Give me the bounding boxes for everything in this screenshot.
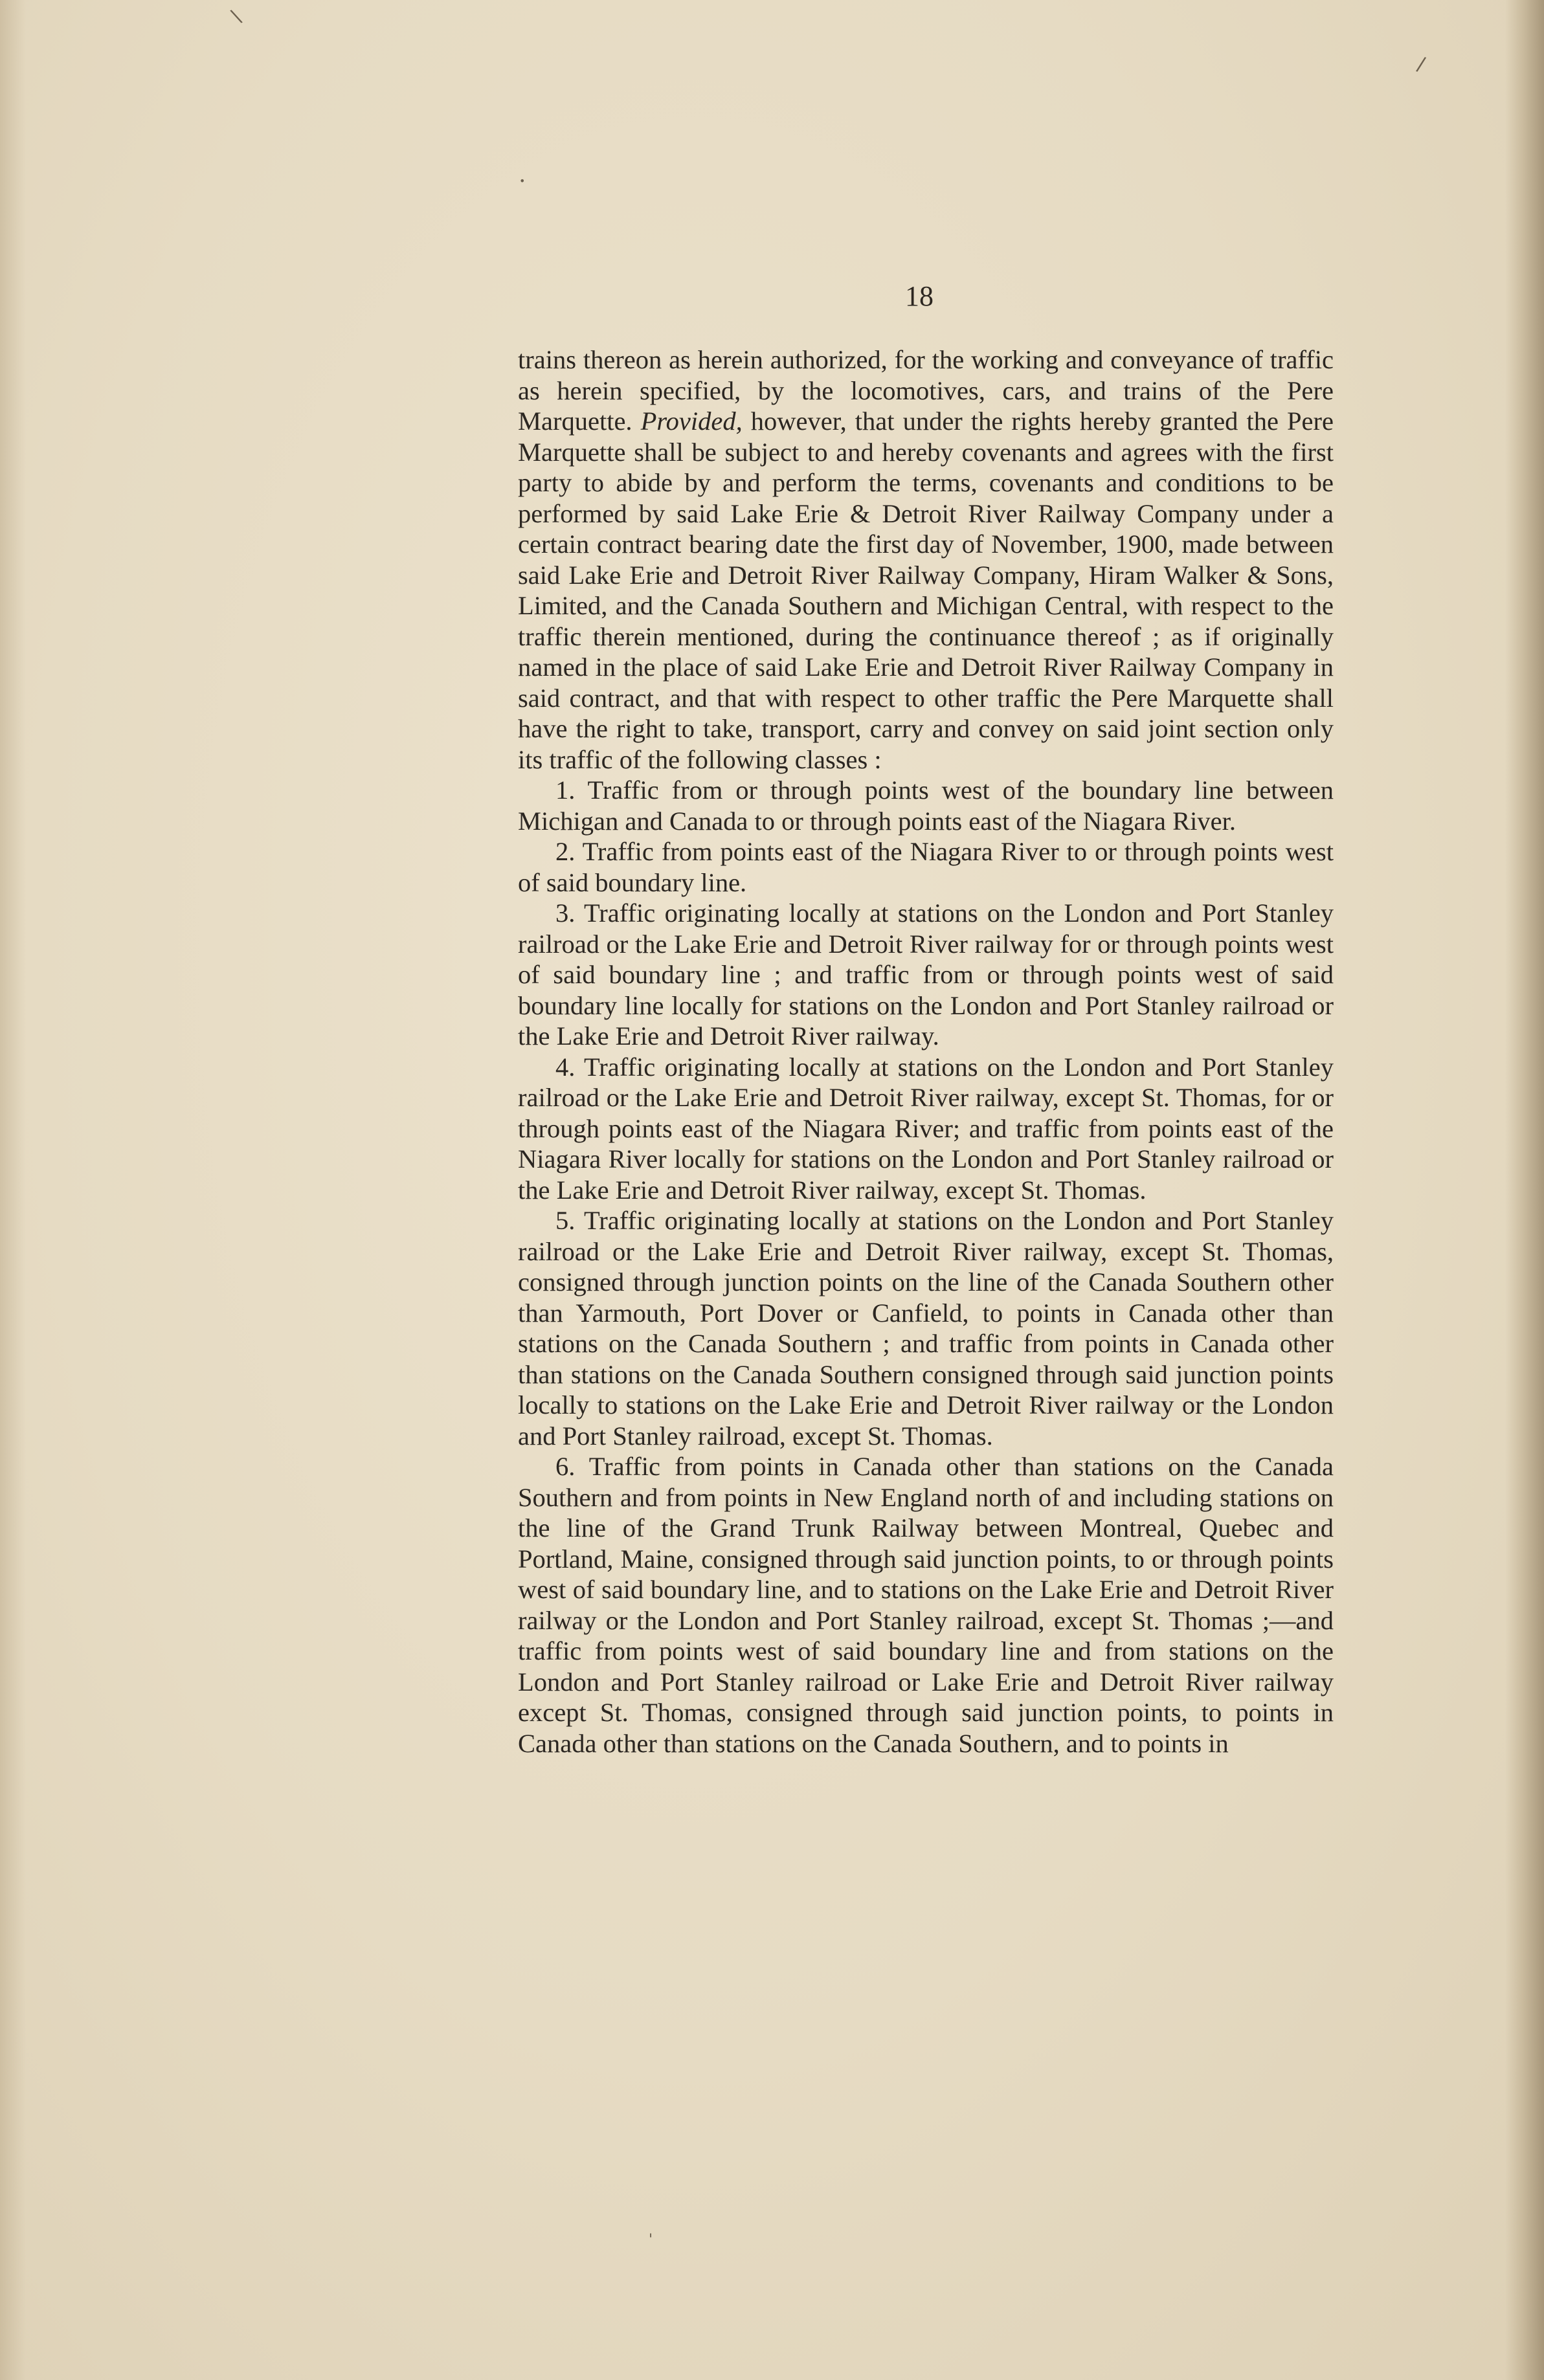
paragraph-p-item-5 xyxy=(518,1205,1334,1451)
paragraph-p-item-6 xyxy=(518,1451,1334,1759)
paragraph-p-intro xyxy=(518,344,1334,775)
paragraph-p-item-3 xyxy=(518,898,1334,1052)
text-segment: 5. Traffic originating locally at stations on the London and Port Stanley railroad or the Lake Erie and Detroit River railway, except St. Thomas, consigned through junction points on the line of the Canada Southern other than Yarmouth, Port Dover or Canfield, to points in Canada other than stations on the Canada Southern ; and traffic from points in Canada other than stations on the Canada Southern consigned through said junction points locally to stations on the Lake Erie and Detroit River railway or the London and Port Stanley railroad, except St. Thomas. xyxy=(518,1206,1334,1451)
text-segment: 4. Traffic originating locally at stations on the London and Port Stanley railroad or the Lake Erie and Detroit River railway, except St. Thomas, for or through points east of the Niagara River; and traffic from points east of the Niagara River locally for stations on the London and Port Stanley railroad or the Lake Erie and Detroit River railway, except St. Thomas. xyxy=(518,1052,1334,1205)
page-number: 18 xyxy=(905,280,934,312)
text-segment: 6. Traffic from points in Canada other than stations on the Canada Southern and from points in New England north of and including stations on the line of the Grand Trunk Railway between Montreal, Quebec and Portland, Maine, consigned through said junction points, to or through points west of said boundary line, and to stations on the Lake Erie and Detroit River railway or the London and Port Stanley railroad, except St. Thomas ;—and traffic from points west of said boundary line and from stations on the London and Port Stanley railroad or Lake Erie and Detroit River railway except St. Thomas, consigned through said junction points, to points in Canada other than stations on the Canada Southern, and to points in xyxy=(518,1452,1334,1758)
page-left-edge-shading xyxy=(0,0,26,2380)
body-text xyxy=(518,344,1334,1759)
scan-speck: \ xyxy=(229,5,245,28)
scan-speck: ' xyxy=(649,2232,653,2248)
scan-speck: / xyxy=(1415,52,1427,76)
paragraph-p-item-1 xyxy=(518,775,1334,836)
italic-text-segment: Provided, xyxy=(640,406,743,436)
text-segment: 1. Traffic from or through points west of the boundary line between Michigan and Canada to or through points east of the Niagara River. xyxy=(518,775,1334,836)
paragraph-p-item-2 xyxy=(518,836,1334,898)
scan-speck: • xyxy=(519,175,526,187)
text-segment: however, that under the rights hereby granted the Pere Marquette shall be subject to and hereby covenants and agrees with the first party to abide by and perform the terms, covenants and conditions to be performed by said Lake Erie & Detroit River Railway Company under a certain contract bearing date the first day of November, 1900, made between said Lake Erie and Detroit River Railway Company, Hiram Walker & Sons, Limited, and the Canada Southern and Michigan Central, with respect to the traffic therein mentioned, during the continuance thereof ; as if originally named in the place of said Lake Erie and Detroit River Railway Company in said contract, and that with respect to other traffic the Pere Marquette shall have the right to take, transport, carry and convey on said joint section only its traffic of the following classes : xyxy=(518,406,1334,774)
page-binding-shadow xyxy=(1505,0,1544,2380)
paragraph-p-item-4 xyxy=(518,1052,1334,1206)
text-segment: 2. Traffic from points east of the Niagara River to or through points west of said boundary line. xyxy=(518,837,1334,897)
text-segment: trains thereon as herein authorized, for the working and conveyance of traffic as herein specified, by the locomotives, cars, and trains of the Pere Marquette. xyxy=(518,345,1334,436)
text-segment: 3. Traffic originating locally at stations on the London and Port Stanley railroad or the Lake Erie and Detroit River railway for or through points west of said boundary line ; and traffic from or through points west of said boundary line locally for stations on the London and Port Stanley railroad or the Lake Erie and Detroit River railway. xyxy=(518,898,1334,1051)
